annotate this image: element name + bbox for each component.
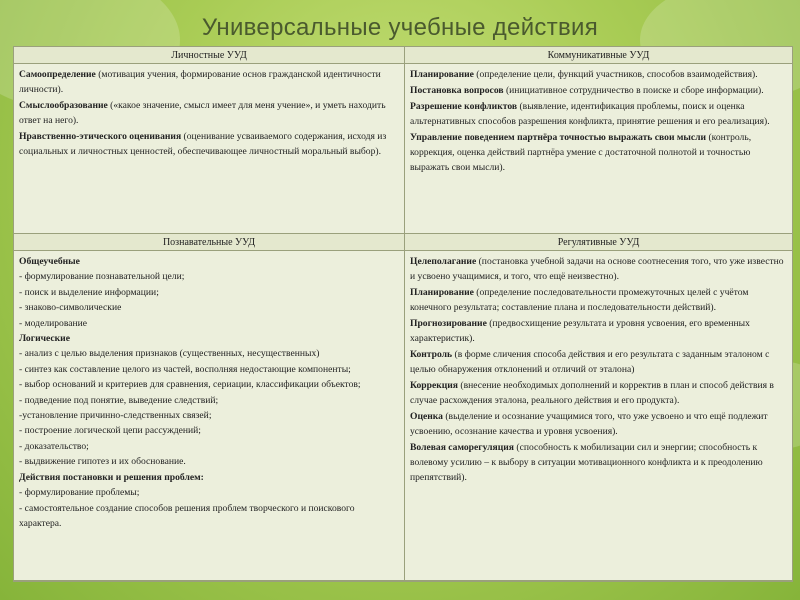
item-term: Разрешение конфликтов: [410, 101, 518, 112]
item-text: (контроль, коррекция, оценка действий партнёра умение с достаточной полнотой и точностью выражать свои мысли).: [410, 132, 752, 173]
item-text: (способность к мобилизации сил и энергии; способность к волевому усилию – к выбору в ситуации мотивационного конфликта и к преодолению препятствий).: [410, 442, 763, 483]
communicative-item: [410, 83, 787, 98]
header-cognitive: Познавательные УУД: [14, 234, 405, 251]
item-term: Постановка вопросов: [410, 85, 504, 96]
item-text: (выделение и осознание учащимися того, что уже усвоено и что ещё подлежит усвоению, осознание качества и уровня усвоения).: [410, 411, 768, 437]
regulative-item: [410, 316, 787, 346]
regulative-item: [410, 347, 787, 377]
item-term: Прогнозирование: [410, 318, 487, 329]
regulative-item: [410, 378, 787, 408]
page-title: Универсальные учебные действия: [201, 14, 599, 41]
list-item: - выдвижение гипотез и их обоснование.: [19, 456, 186, 468]
item-text: (инициативное сотрудничество в поиске и сборе информации).: [503, 85, 764, 96]
regulative-item: [410, 254, 787, 284]
regulative-item: [410, 440, 787, 485]
item-text: (определение последовательности промежуточных целей с учётом конечного результата; составление плана и последовательности действий).: [410, 287, 749, 313]
list-item: - доказательство;: [19, 440, 89, 452]
list-item: - формулирование познавательной цели;: [19, 271, 185, 283]
list-item: - подведение под понятие, выведение следствий;: [19, 394, 219, 406]
list-item: - выбор оснований и критериев для сравнения, сериации, классификации объектов;: [19, 379, 361, 391]
problem-title: Действия постановки и решения проблем:: [19, 471, 204, 483]
list-item: - построение логической цепи рассуждений;: [19, 425, 201, 437]
cognitive-cell: [14, 251, 405, 581]
item-text: (определение цели, функций участников, способов взаимодействия).: [473, 69, 758, 80]
list-item: - синтез как составление целого из частей, восполняя недостающие компоненты;: [19, 363, 351, 375]
item-text: (предвосхищение результата и уровня усвоения, его временных характеристик).: [410, 318, 750, 344]
list-item: - моделирование: [19, 317, 88, 329]
personal-item: [19, 129, 399, 159]
communicative-item: [410, 67, 787, 82]
item-text: (выявление, идентификация проблемы, поиск и оценка альтернативных способов разрешения конфликта, принятие решения и его реализация).: [410, 101, 770, 127]
item-term: Целеполагание: [410, 256, 477, 267]
item-term: Планирование: [410, 287, 474, 298]
list-item: - знаково-символические: [19, 302, 122, 314]
list-item: - поиск и выделение информации;: [19, 286, 159, 298]
header-communicative: Коммуникативные УУД: [405, 47, 792, 64]
item-term: Волевая саморегуляция: [410, 442, 514, 453]
item-text: (оценивание усваиваемого содержания, исходя из социальных и личностных ценностей, обеспечивающее личностный моральный выбор).: [19, 131, 387, 157]
item-text: (мотивация учения, формирование основ гражданской идентичности личности).: [19, 69, 381, 95]
list-item: - самостоятельное создание способов решения проблем творческого и поискового характера.: [19, 502, 355, 529]
item-term: Оценка: [410, 411, 443, 422]
communicative-cell: [405, 64, 792, 234]
regulative-item: [410, 409, 787, 439]
item-text: («какое значение, смысл имеет для меня учение», и уметь находить ответ на него).: [19, 100, 386, 126]
communicative-item: [410, 99, 787, 129]
communicative-item: [410, 130, 787, 175]
uud-table: [13, 46, 793, 582]
personal-item: [19, 67, 399, 97]
item-term: Планирование: [410, 69, 474, 80]
item-text: (постановка учебной задачи на основе соотнесения того, что уже известно и усвоено учащимися, и того, что ещё неизвестно).: [410, 256, 784, 282]
item-text: (внесение необходимых дополнений и корректив в план и способ действия в случае расхождения эталона, реального действия и его продукта).: [410, 380, 774, 406]
regulative-item: [410, 285, 787, 315]
item-term: Контроль: [410, 349, 453, 360]
personal-cell: [14, 64, 405, 234]
list-item: - анализ с целью выделения признаков (существенных, несущественных): [19, 348, 320, 360]
general-title: Общеучебные: [19, 256, 80, 267]
regulative-cell: [405, 251, 792, 581]
header-regulative: Регулятивные УУД: [405, 234, 792, 251]
item-term: Нравственно-этического оценивания: [19, 131, 182, 142]
item-term: Самоопределение: [19, 69, 96, 80]
logic-title: Логические: [19, 333, 70, 345]
personal-item: [19, 98, 399, 128]
item-term: Управление поведением партнёра точностью выражать свои мысли: [410, 132, 707, 143]
item-text: (в форме сличения способа действия и его результата с заданным эталоном с целью обнаружения отклонений и отличий от эталона): [410, 349, 770, 375]
item-term: Коррекция: [410, 380, 458, 391]
item-term: Смыслообразование: [19, 100, 108, 111]
list-item: -установление причинно-следственных связей;: [19, 410, 212, 422]
header-personal: Личностные УУД: [14, 47, 405, 64]
list-item: - формулирование проблемы;: [19, 487, 140, 499]
